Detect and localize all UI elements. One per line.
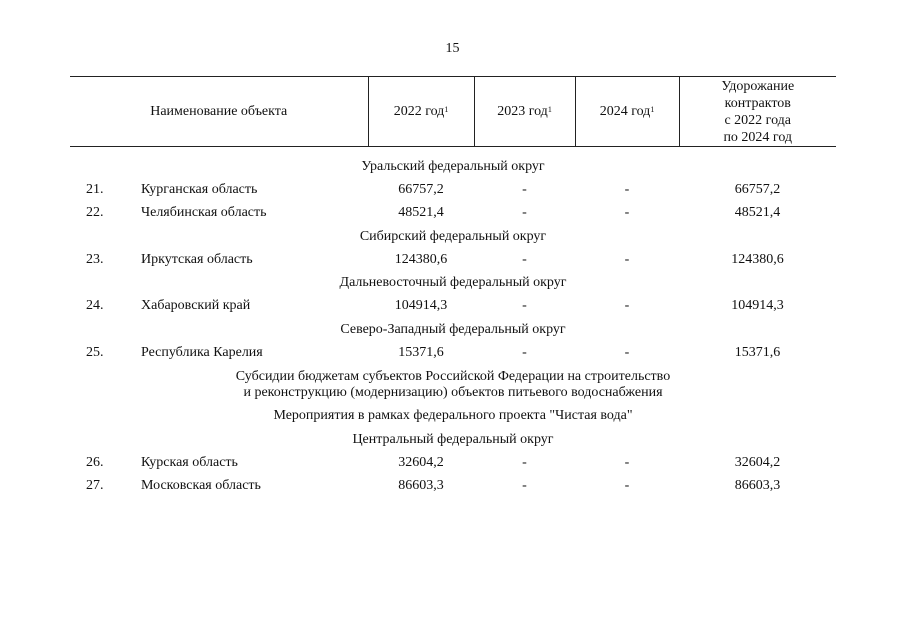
value-2024: -: [624, 345, 630, 361]
row-number: 27.: [86, 478, 104, 494]
table-row: [70, 202, 836, 225]
value-2024: -: [624, 298, 630, 314]
value-2023: -: [522, 478, 527, 494]
value-2023: -: [522, 205, 527, 221]
section-heading-clean-water: Мероприятия в рамках федерального проекта "Чистая вода": [273, 408, 633, 424]
value-2024: -: [624, 454, 630, 470]
value-2022: 86603,3: [398, 478, 444, 494]
section-heading: Центральный федеральный округ: [352, 431, 554, 447]
value-2024: -: [624, 478, 630, 494]
row-number: 23.: [86, 251, 104, 267]
row-number: 22.: [86, 205, 104, 221]
section-heading: Уральский федеральный округ: [361, 158, 545, 174]
row-number: 25.: [86, 345, 104, 361]
value-2022: 15371,6: [398, 345, 444, 361]
cost-table: [70, 76, 836, 498]
row-number: 21.: [86, 181, 104, 197]
table-row: [70, 248, 836, 271]
section-heading-subsidies: Субсидии бюджетам субъектов Российской Федерации на строительство и реконструкцию (модернизацию) объектов питьевого водоснабжения: [235, 368, 671, 400]
header-cost-increase: Удорожание контрактов с 2022 года по 2024 год: [679, 77, 836, 147]
table-row: [70, 341, 836, 364]
footnote-mark: 1: [650, 105, 655, 114]
row-object-name: Курганская область: [141, 181, 258, 197]
row-object-name: Хабаровский край: [141, 298, 251, 314]
value-2022: 104914,3: [394, 298, 448, 314]
section-heading: Сибирский федеральный округ: [359, 228, 547, 244]
row-number: 24.: [86, 298, 104, 314]
table-header-row: [70, 77, 836, 147]
page-number: 15: [445, 41, 460, 56]
footnote-mark: 1: [547, 105, 552, 114]
value-total: 66757,2: [734, 181, 781, 197]
table-row: [70, 178, 836, 201]
footnote-mark: 1: [444, 105, 449, 114]
value-2023: -: [522, 454, 527, 470]
header-year-2023: 2023 год$^1$: [474, 77, 575, 147]
spacer-row: [70, 147, 836, 156]
row-object-name: Иркутская область: [141, 251, 253, 267]
value-2023: -: [522, 251, 527, 267]
section-heading: Дальневосточный федеральный округ: [339, 275, 567, 291]
value-2022: 32604,2: [398, 454, 444, 470]
row-object-name: Республика Карелия: [141, 345, 263, 361]
table-row: [70, 475, 836, 498]
row-object-name: Курская область: [141, 454, 238, 470]
section-heading: Северо-Западный федеральный округ: [340, 321, 566, 337]
header-year-2022: 2022 год$^1$: [368, 77, 474, 147]
row-object-name: Московская область: [141, 478, 261, 494]
value-2024: -: [624, 251, 630, 267]
value-2023: -: [522, 181, 527, 197]
value-2024: -: [624, 205, 630, 221]
value-total: 104914,3: [731, 298, 784, 314]
header-object-name: Наименование объекта: [70, 77, 368, 147]
value-total: 32604,2: [734, 454, 781, 470]
value-2023: -: [522, 345, 527, 361]
table-row: [70, 451, 836, 474]
value-2022: 48521,4: [398, 205, 444, 221]
value-total: 48521,4: [734, 205, 781, 221]
table-row: [70, 295, 836, 318]
row-number: 26.: [86, 454, 104, 470]
value-2023: -: [522, 298, 527, 314]
value-total: 124380,6: [731, 251, 784, 267]
value-2022: 66757,2: [398, 181, 444, 197]
value-2024: -: [624, 181, 630, 197]
row-object-name: Челябинская область: [141, 205, 267, 221]
value-2022: 124380,6: [394, 251, 448, 267]
header-year-2024: 2024 год$^1$: [575, 77, 679, 147]
value-total: 15371,6: [734, 345, 781, 361]
value-total: 86603,3: [734, 478, 781, 494]
